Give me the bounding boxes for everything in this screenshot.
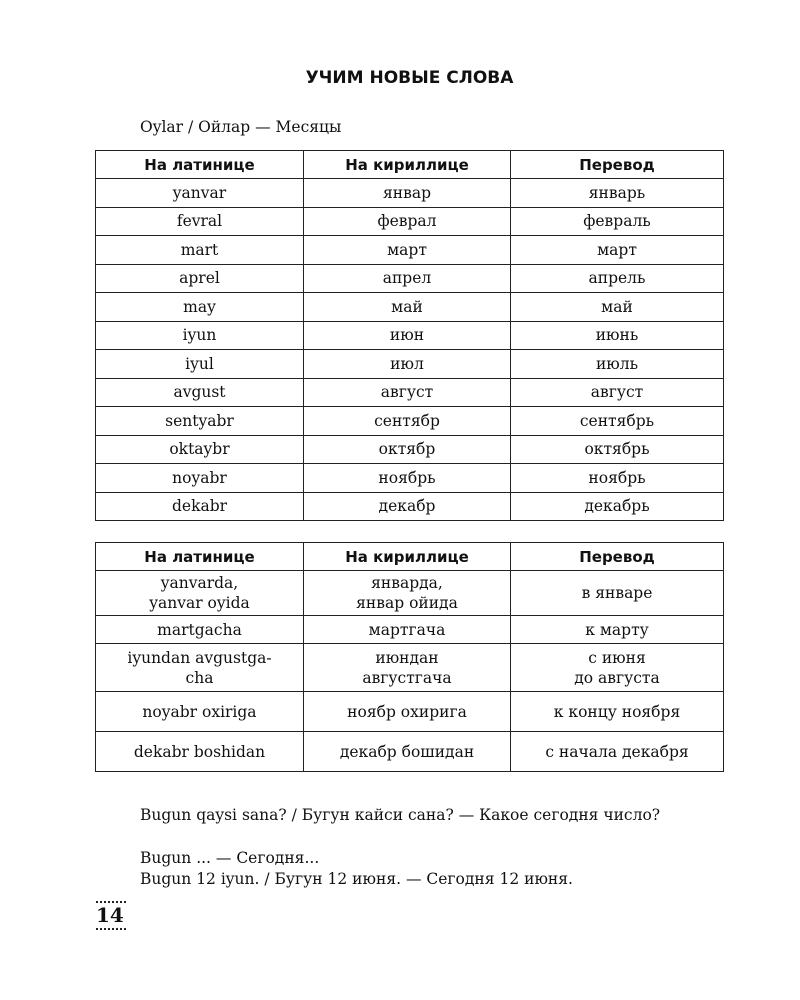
cell-cyrillic: июн — [304, 321, 511, 350]
cell-cyrillic: март — [304, 236, 511, 265]
table-row — [96, 207, 724, 236]
table-row — [96, 407, 724, 436]
cell-line: к марту — [585, 620, 649, 639]
cell-translation: февраль — [511, 207, 724, 236]
cell-line: январ ойида — [356, 594, 458, 612]
cell-translation: август — [511, 378, 724, 407]
cell-latin: dekabr — [96, 492, 304, 521]
table-row — [96, 264, 724, 293]
paragraph-example: Bugun 12 iyun. / Бугун 12 июня. — Сегодня 12 июня. — [140, 870, 573, 888]
cell-line: cha — [185, 668, 214, 687]
column-header-translation: Перевод — [511, 543, 724, 571]
cell-latin: fevral — [96, 207, 304, 236]
phrases-table — [95, 542, 724, 772]
table-header-row — [96, 151, 724, 179]
table-row — [96, 732, 724, 772]
table-row — [96, 492, 724, 521]
cell-line: dekabr boshidan — [133, 742, 266, 761]
table-row — [96, 236, 724, 265]
cell-line: в январе — [581, 584, 653, 602]
cell-latin — [96, 571, 304, 616]
cell-translation — [511, 692, 724, 732]
table-row — [96, 571, 724, 616]
page-number: 14 — [96, 903, 124, 927]
cell-latin — [96, 692, 304, 732]
table-row — [96, 644, 724, 692]
cell-line: декабр бошидан — [339, 742, 475, 761]
cell-line: noyabr oxiriga — [142, 702, 257, 721]
cell-line: январда, — [371, 574, 443, 592]
table-row — [96, 378, 724, 407]
table-row — [96, 293, 724, 322]
column-header-cyrillic: На кириллице — [304, 543, 511, 571]
cell-translation: январь — [511, 179, 724, 208]
table-header-row — [96, 543, 724, 571]
cell-line: martgacha — [157, 620, 242, 639]
cell-latin: iyun — [96, 321, 304, 350]
table-row — [96, 350, 724, 379]
cell-translation: декабрь — [511, 492, 724, 521]
cell-line: июндан — [375, 648, 439, 667]
cell-cyrillic — [304, 732, 511, 772]
cell-translation — [511, 616, 724, 644]
cell-cyrillic — [304, 616, 511, 644]
table-row — [96, 616, 724, 644]
cell-cyrillic: декабр — [304, 492, 511, 521]
cell-translation: ноябрь — [511, 464, 724, 493]
cell-translation — [511, 732, 724, 772]
column-header-translation: Перевод — [511, 151, 724, 179]
cell-cyrillic: январ — [304, 179, 511, 208]
table-row — [96, 179, 724, 208]
cell-cyrillic — [304, 692, 511, 732]
cell-latin: aprel — [96, 264, 304, 293]
paragraph-answer-template: Bugun ... — Сегодня... — [140, 849, 320, 867]
cell-latin: yanvar — [96, 179, 304, 208]
cell-latin — [96, 616, 304, 644]
cell-cyrillic: октябр — [304, 435, 511, 464]
cell-line: yanvarda, — [160, 574, 239, 592]
cell-line: iyundan avgustga- — [127, 648, 272, 667]
cell-cyrillic: феврал — [304, 207, 511, 236]
cell-translation — [511, 644, 724, 692]
cell-translation: март — [511, 236, 724, 265]
cell-line: мартгача — [368, 620, 446, 639]
column-header-cyrillic: На кириллице — [304, 151, 511, 179]
cell-latin — [96, 644, 304, 692]
cell-translation: июнь — [511, 321, 724, 350]
cell-line: до августа — [574, 668, 660, 687]
table-row — [96, 435, 724, 464]
cell-line: yanvar oyida — [149, 594, 250, 612]
folio-dots-bottom — [96, 928, 126, 930]
cell-latin: oktaybr — [96, 435, 304, 464]
cell-translation: июль — [511, 350, 724, 379]
cell-line: ноябр охирига — [347, 702, 467, 721]
cell-translation: сентябрь — [511, 407, 724, 436]
cell-line: к концу ноября — [553, 702, 681, 721]
cell-latin — [96, 732, 304, 772]
table-row — [96, 464, 724, 493]
cell-cyrillic — [304, 644, 511, 692]
cell-translation: октябрь — [511, 435, 724, 464]
cell-cyrillic: май — [304, 293, 511, 322]
cell-translation: апрель — [511, 264, 724, 293]
cell-cyrillic: август — [304, 378, 511, 407]
cell-translation — [511, 571, 724, 616]
table-row — [96, 692, 724, 732]
cell-line: с начала декабря — [545, 742, 689, 761]
column-header-latin: На латинице — [96, 151, 304, 179]
cell-latin: mart — [96, 236, 304, 265]
cell-latin: may — [96, 293, 304, 322]
cell-cyrillic: ноябрь — [304, 464, 511, 493]
column-header-latin: На латинице — [96, 543, 304, 571]
paragraph-question: Bugun qaysi sana? / Бугун кайси сана? — Какое сегодня число? — [140, 806, 661, 824]
cell-translation: май — [511, 293, 724, 322]
months-table — [95, 150, 724, 521]
cell-latin: iyul — [96, 350, 304, 379]
cell-cyrillic: июл — [304, 350, 511, 379]
cell-line: августгача — [362, 668, 452, 687]
table-row — [96, 321, 724, 350]
cell-latin: noyabr — [96, 464, 304, 493]
cell-cyrillic: сентябр — [304, 407, 511, 436]
page-title: УЧИМ НОВЫЕ СЛОВА — [305, 68, 514, 88]
section-subtitle: Oylar / Ойлар — Месяцы — [140, 118, 342, 136]
cell-line: с июня — [588, 648, 646, 667]
cell-cyrillic: апрел — [304, 264, 511, 293]
cell-latin: sentyabr — [96, 407, 304, 436]
cell-latin: avgust — [96, 378, 304, 407]
cell-cyrillic — [304, 571, 511, 616]
